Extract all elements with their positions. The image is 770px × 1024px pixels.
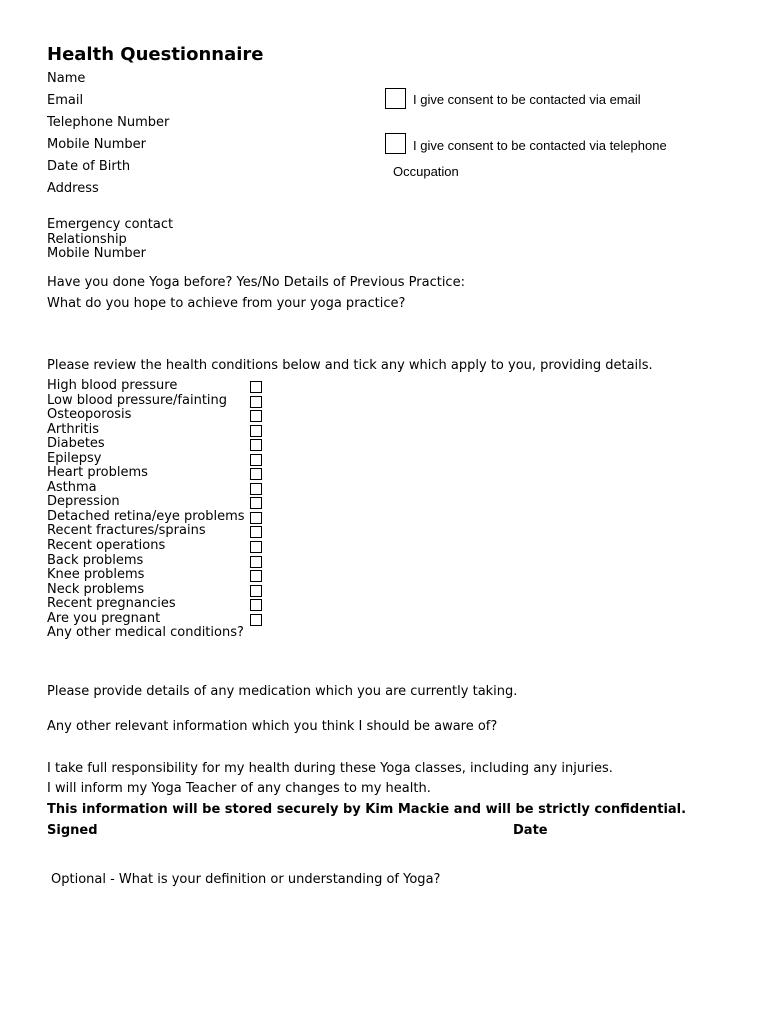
emergency-mobile-label: Mobile Number (47, 246, 146, 261)
condition-label: Osteoporosis (47, 407, 132, 423)
condition-checkbox[interactable] (250, 585, 262, 597)
condition-checkbox[interactable] (250, 570, 262, 582)
condition-row (47, 554, 245, 569)
condition-row (47, 524, 245, 539)
email-label: Email (47, 93, 84, 108)
condition-label: Epilepsy (47, 450, 102, 466)
condition-checkbox[interactable] (250, 512, 262, 524)
occupation-label: Occupation (393, 164, 459, 179)
telephone-label: Telephone Number (47, 115, 170, 130)
condition-label: Low blood pressure/fainting (47, 392, 228, 408)
condition-row (47, 539, 245, 554)
condition-label: Heart problems (47, 465, 148, 481)
condition-label: Back problems (47, 552, 144, 568)
condition-row (47, 423, 245, 438)
condition-label: Asthma (47, 479, 97, 495)
hope-question: What do you hope to achieve from your yoga practice? (47, 296, 406, 311)
condition-label: Recent operations (47, 538, 166, 554)
condition-row (47, 495, 245, 510)
consent-telephone-label: I give consent to be contacted via telephone (413, 138, 667, 153)
relationship-label: Relationship (47, 232, 127, 247)
condition-label: Depression (47, 494, 120, 510)
condition-label: Recent fractures/sprains (47, 523, 206, 539)
condition-row (47, 466, 245, 481)
other-conditions-row (47, 626, 245, 641)
signed-label: Signed (47, 823, 98, 838)
condition-checkbox[interactable] (250, 468, 262, 480)
condition-label: Recent pregnancies (47, 596, 176, 612)
condition-checkbox[interactable] (250, 396, 262, 408)
other-info-question: Any other relevant information which you think I should be aware of? (47, 719, 498, 734)
address-label: Address (47, 181, 99, 196)
condition-checkbox[interactable] (250, 614, 262, 626)
condition-checkbox[interactable] (250, 497, 262, 509)
condition-row (47, 612, 245, 627)
consent-telephone-checkbox[interactable] (385, 133, 406, 154)
condition-row (47, 394, 245, 409)
review-instruction: Please review the health conditions below and tick any which apply to you, providing details. (47, 358, 653, 373)
condition-checkbox[interactable] (250, 410, 262, 422)
condition-checkbox[interactable] (250, 541, 262, 553)
condition-row (47, 597, 245, 612)
name-label: Name (47, 71, 86, 86)
condition-row (47, 568, 245, 583)
responsibility-statement: I take full responsibility for my health during these Yoga classes, including any injuries. (47, 761, 613, 776)
condition-checkbox[interactable] (250, 599, 262, 611)
condition-row (47, 379, 245, 394)
health-conditions-list (47, 379, 245, 641)
condition-label: High blood pressure (47, 378, 178, 393)
condition-label: Knee problems (47, 567, 145, 583)
condition-checkbox[interactable] (250, 526, 262, 538)
condition-row (47, 437, 245, 452)
condition-checkbox[interactable] (250, 439, 262, 451)
condition-checkbox[interactable] (250, 381, 262, 393)
mobile-label: Mobile Number (47, 137, 146, 152)
other-conditions-label: Any other medical conditions? (47, 625, 244, 641)
condition-row (47, 481, 245, 496)
condition-label: Arthritis (47, 421, 100, 437)
condition-row (47, 452, 245, 467)
condition-checkbox[interactable] (250, 483, 262, 495)
page-title: Health Questionnaire (47, 44, 264, 65)
condition-label: Are you pregnant (47, 610, 161, 626)
confidential-statement: This information will be stored securely by Kim Mackie and will be strictly confidential. (47, 802, 687, 817)
consent-email-checkbox[interactable] (385, 88, 406, 109)
condition-row (47, 510, 245, 525)
medication-question: Please provide details of any medication which you are currently taking. (47, 684, 518, 699)
condition-checkbox[interactable] (250, 454, 262, 466)
condition-label: Neck problems (47, 581, 145, 597)
condition-checkbox[interactable] (250, 556, 262, 568)
condition-label: Detached retina/eye problems (47, 508, 245, 524)
date-label: Date (513, 823, 548, 838)
optional-question: Optional - What is your definition or understanding of Yoga? (51, 872, 441, 887)
emergency-contact-label: Emergency contact (47, 217, 174, 232)
condition-checkbox[interactable] (250, 425, 262, 437)
dob-label: Date of Birth (47, 159, 131, 174)
condition-row (47, 408, 245, 423)
condition-row (47, 583, 245, 598)
consent-email-label: I give consent to be contacted via email (413, 92, 641, 107)
inform-statement: I will inform my Yoga Teacher of any changes to my health. (47, 781, 431, 796)
yoga-before-question: Have you done Yoga before? Yes/No Details of Previous Practice: (47, 275, 465, 290)
condition-label: Diabetes (47, 436, 105, 452)
